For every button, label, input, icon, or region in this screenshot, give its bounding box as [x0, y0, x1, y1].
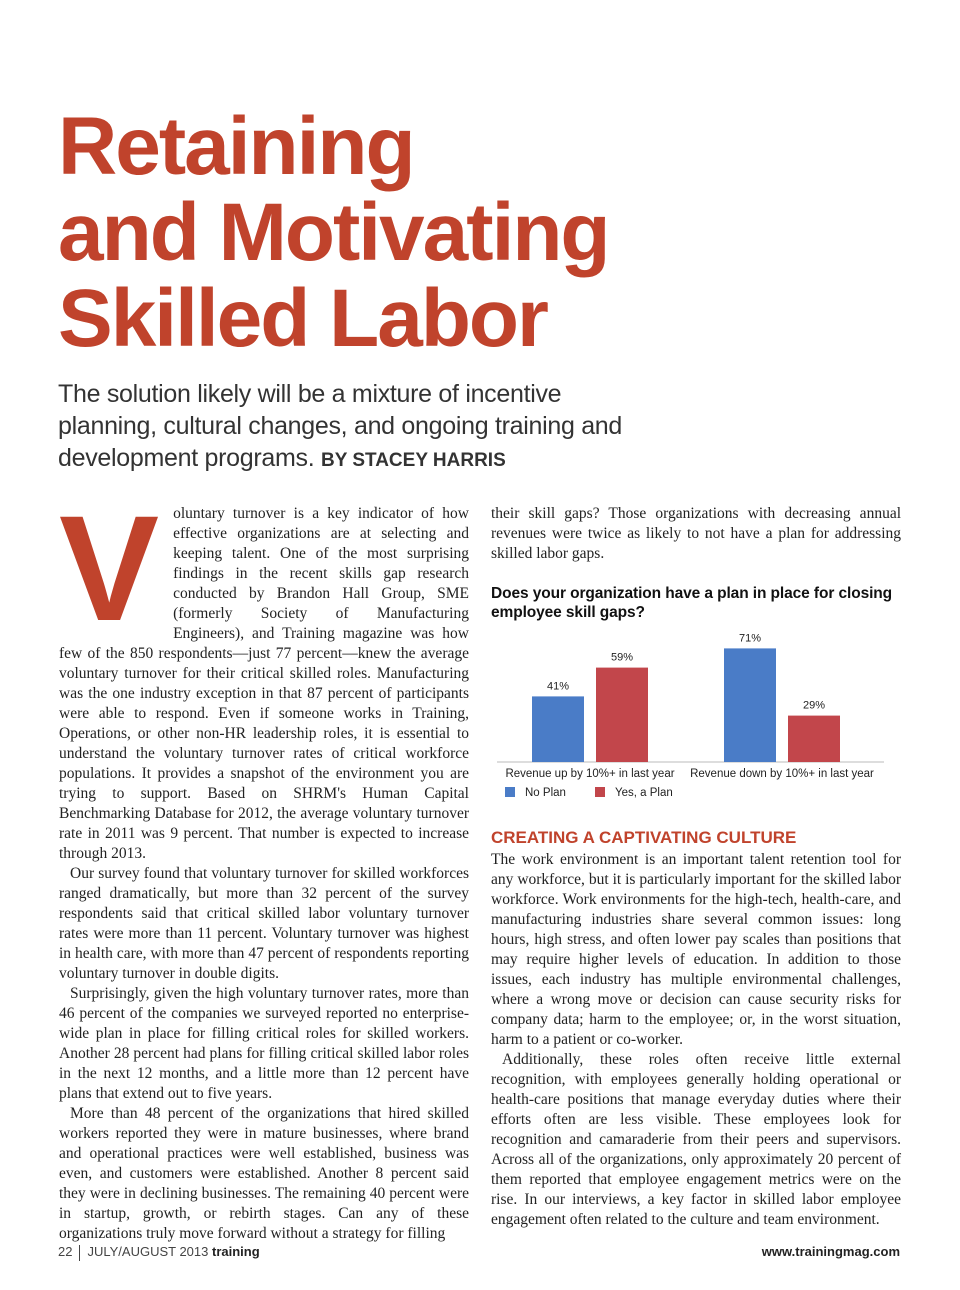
data-label: 71% [738, 632, 762, 645]
left-column [59, 484, 469, 1244]
legend-swatch [595, 787, 605, 797]
footer-divider [79, 1245, 80, 1261]
right-column [491, 504, 901, 1230]
issue-date: JULY/AUGUST 2013 [87, 1244, 209, 1259]
chart-title: Does your organization have a plan in place for closing employee skill gaps? [491, 585, 893, 621]
paragraph-5: The work environment is an important talent retention tool for any workforce, but it is particularly important for the skilled labor workforce. Work environments for the high-tech, health-care, and manufacturing industries share several common issues: long hours, high stress, and often lower pay scales than positions that may require higher levels of education. In addition to those issues, each industry has multiple environmental challenges, where a wrong move or decision can cause security risks for company data; harm to the employee; or, in the worst situation, harm to a patient or co-worker. [491, 851, 901, 1048]
page-number: 22 [58, 1244, 73, 1259]
chart [491, 624, 901, 810]
website-link[interactable]: www.trainingmag.com [761, 1244, 900, 1259]
deck-text: The solution likely will be a mixture of incentive planning, cultural changes, and ongoing training and development programs. [58, 380, 623, 472]
title-line-3: Skilled Labor [58, 273, 547, 364]
bar-no-plan-1 [532, 696, 584, 762]
legend-label: No Plan [525, 787, 566, 799]
data-label: 59% [610, 651, 634, 664]
paragraph-1-text: oluntary turnover is a key indicator of how effective organizations are at selecting and keeping talent. One of the most surprising findings in the recent skills gap research conducted by Brandon Hall Group, SME (formerly Society of Manufacturing Engineers), and Training magazine was how few of the 850 respondents—just 77 percent—knew the average voluntary turnover for their critical skilled roles. Manufacturing was the one industry exception in that 87 percent of participants were able to respond. Even if someone works in Training, Operations, or other non-HR leadership roles, it is essential to understand the voluntary turnover rates of critical workforce populations. It provides a snapshot of the environment you are trying to support. Based on SHRM's Human Capital Benchmarking Database for 2012, the average voluntary turnover rate in 2011 was 9 percent. That number is expected to increase through 2013. [59, 505, 469, 862]
legend-label: Yes, a Plan [615, 787, 673, 799]
paragraph-6: Additionally, these roles often receive little external recognition, with employees generally holding operational or health-care positions that manage everyday duties where their efforts often are less visible. These employees look for recognition and camaraderie from their peers and supervisors. Across all of the organizations, only approximately 20 percent of them reported that employee engagement metrics were on the rise. In our interviews, a key factor in skilled labor employee engagement often related to the culture and team environment. [491, 1051, 901, 1228]
data-label: 29% [802, 699, 826, 712]
paragraph-3: Surprisingly, given the high voluntary turnover rates, more than 46 percent of the companies we surveyed reported no enterprise-wide plan in place for filling critical roles for skilled workers. Another 28 percent had plans for filling critical skilled labor roles in the next 12 months, and a little more than 12 percent have plans that extend out to five years. [59, 985, 469, 1102]
byline: BY STACEY HARRIS [321, 450, 506, 471]
bar-yes-a-plan-1 [596, 668, 648, 762]
bar-no-plan-2 [724, 648, 776, 762]
bar-yes-a-plan-2 [788, 716, 840, 762]
title-line-1: Retaining [58, 101, 414, 192]
category-label: Revenue down by 10%+ in last year [690, 768, 874, 780]
paragraph-1 [59, 484, 469, 864]
article-deck [58, 378, 658, 477]
drop-cap: V [59, 484, 160, 652]
magazine-name: training [212, 1244, 260, 1259]
title-line-2: and Motivating [58, 187, 609, 278]
continuation-paragraph: their skill gaps? Those organizations with decreasing annual revenues were twice as likely to not have a plan for addressing skilled labor gaps. [491, 505, 901, 562]
bar-chart [491, 624, 901, 810]
article-title [58, 101, 858, 364]
data-label: 41% [546, 680, 570, 693]
footer-left [58, 1244, 260, 1261]
category-label: Revenue up by 10%+ in last year [505, 768, 675, 780]
paragraph-4: More than 48 percent of the organizations that hired skilled workers reported they were in mature businesses, where brand and operational practices were well established, business was even, and customers were established. Another 8 percent said they were in declining businesses. The remaining 40 percent were in startup, growth, or rebirth stages. Can any of these organizations truly move forward without a strategy for filling [59, 1105, 469, 1242]
legend-swatch [505, 787, 515, 797]
section-heading: CREATING A CAPTIVATING CULTURE [491, 828, 797, 847]
paragraph-2: Our survey found that voluntary turnover for skilled workforces ranged dramatically, but more than 32 percent of the survey respondents said that critical skilled labor voluntary turnover rates were more than 11 percent. Voluntary turnover was highest in health care, with more than 47 percent of respondents reporting voluntary turnover in double digits. [59, 865, 469, 982]
